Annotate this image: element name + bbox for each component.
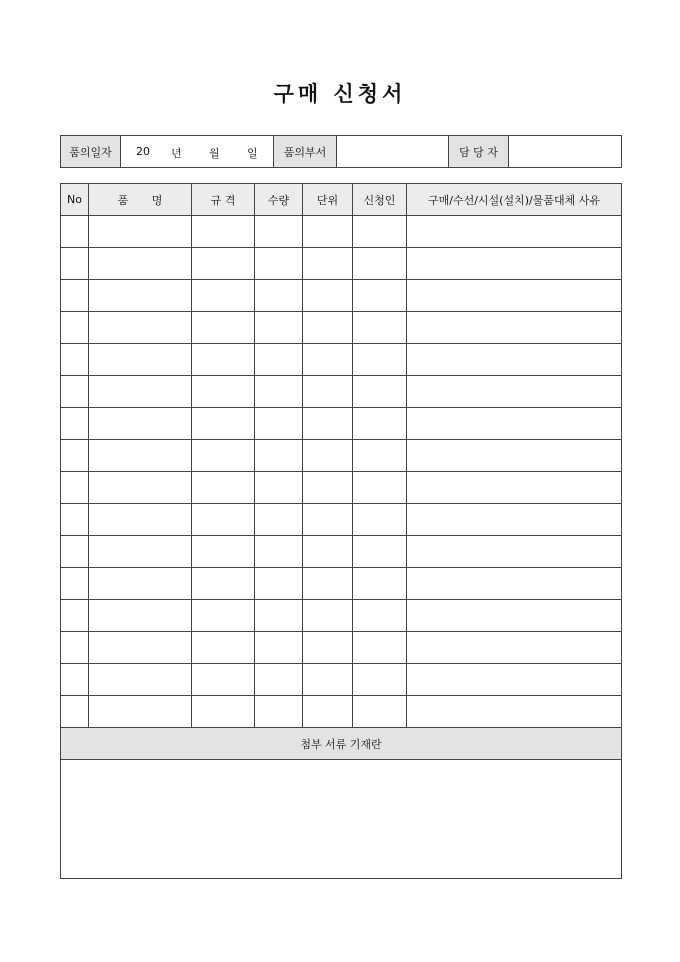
cell-no[interactable] bbox=[61, 280, 89, 312]
cell-applicant[interactable] bbox=[353, 696, 407, 728]
cell-spec[interactable] bbox=[192, 280, 255, 312]
table-row bbox=[61, 312, 622, 344]
cell-no[interactable] bbox=[61, 248, 89, 280]
item-rows bbox=[61, 216, 622, 728]
cell-quantity[interactable] bbox=[255, 696, 303, 728]
cell-reason[interactable] bbox=[407, 504, 622, 536]
header-unit: 단위 bbox=[303, 184, 353, 216]
cell-unit[interactable] bbox=[303, 344, 353, 376]
cell-quantity[interactable] bbox=[255, 472, 303, 504]
cell-spec[interactable] bbox=[192, 408, 255, 440]
cell-applicant[interactable] bbox=[353, 440, 407, 472]
cell-no[interactable] bbox=[61, 632, 89, 664]
cell-applicant[interactable] bbox=[353, 504, 407, 536]
cell-spec[interactable] bbox=[192, 568, 255, 600]
cell-item-name[interactable] bbox=[89, 440, 192, 472]
cell-no[interactable] bbox=[61, 504, 89, 536]
table-row bbox=[61, 280, 622, 312]
cell-spec[interactable] bbox=[192, 600, 255, 632]
cell-item-name[interactable] bbox=[89, 408, 192, 440]
cell-applicant[interactable] bbox=[353, 632, 407, 664]
cell-unit[interactable] bbox=[303, 472, 353, 504]
table-row bbox=[61, 504, 622, 536]
cell-reason[interactable] bbox=[407, 536, 622, 568]
cell-spec[interactable] bbox=[192, 440, 255, 472]
cell-quantity[interactable] bbox=[255, 632, 303, 664]
cell-reason[interactable] bbox=[407, 440, 622, 472]
cell-no[interactable] bbox=[61, 312, 89, 344]
cell-item-name[interactable] bbox=[89, 568, 192, 600]
attachment-header: 첨부 서류 기재란 bbox=[61, 728, 622, 760]
table-row bbox=[61, 536, 622, 568]
cell-spec[interactable] bbox=[192, 664, 255, 696]
items-table-header bbox=[61, 184, 622, 216]
cell-applicant[interactable] bbox=[353, 280, 407, 312]
cell-reason[interactable] bbox=[407, 632, 622, 664]
cell-quantity[interactable] bbox=[255, 568, 303, 600]
table-row bbox=[61, 376, 622, 408]
cell-quantity[interactable] bbox=[255, 248, 303, 280]
cell-applicant[interactable] bbox=[353, 600, 407, 632]
cell-quantity[interactable] bbox=[255, 376, 303, 408]
cell-reason[interactable] bbox=[407, 344, 622, 376]
cell-applicant[interactable] bbox=[353, 216, 407, 248]
cell-unit[interactable] bbox=[303, 504, 353, 536]
cell-item-name[interactable] bbox=[89, 376, 192, 408]
cell-no[interactable] bbox=[61, 472, 89, 504]
cell-no[interactable] bbox=[61, 344, 89, 376]
cell-no[interactable] bbox=[61, 376, 89, 408]
cell-unit[interactable] bbox=[303, 216, 353, 248]
request-info-table bbox=[60, 135, 622, 168]
cell-unit[interactable] bbox=[303, 376, 353, 408]
cell-item-name[interactable] bbox=[89, 248, 192, 280]
cell-applicant[interactable] bbox=[353, 248, 407, 280]
cell-unit[interactable] bbox=[303, 600, 353, 632]
cell-reason[interactable] bbox=[407, 280, 622, 312]
items-table bbox=[60, 183, 622, 879]
cell-spec[interactable] bbox=[192, 536, 255, 568]
cell-applicant[interactable] bbox=[353, 408, 407, 440]
cell-spec[interactable] bbox=[192, 472, 255, 504]
cell-item-name[interactable] bbox=[89, 504, 192, 536]
header-spec: 규 격 bbox=[192, 184, 255, 216]
cell-spec[interactable] bbox=[192, 312, 255, 344]
cell-item-name[interactable] bbox=[89, 312, 192, 344]
cell-quantity[interactable] bbox=[255, 408, 303, 440]
request-department-field[interactable] bbox=[337, 136, 449, 168]
header-reason: 구매/수선/시설(설치)/물품대체 사유 bbox=[407, 184, 622, 216]
cell-quantity[interactable] bbox=[255, 280, 303, 312]
cell-spec[interactable] bbox=[192, 216, 255, 248]
cell-spec[interactable] bbox=[192, 632, 255, 664]
cell-item-name[interactable] bbox=[89, 280, 192, 312]
cell-reason[interactable] bbox=[407, 216, 622, 248]
cell-quantity[interactable] bbox=[255, 600, 303, 632]
cell-no[interactable] bbox=[61, 408, 89, 440]
cell-reason[interactable] bbox=[407, 664, 622, 696]
label-request-department: 품의부서 bbox=[274, 136, 337, 168]
cell-item-name[interactable] bbox=[89, 696, 192, 728]
table-row bbox=[61, 344, 622, 376]
cell-reason[interactable] bbox=[407, 312, 622, 344]
cell-unit[interactable] bbox=[303, 408, 353, 440]
cell-unit[interactable] bbox=[303, 248, 353, 280]
cell-unit[interactable] bbox=[303, 312, 353, 344]
cell-reason[interactable] bbox=[407, 408, 622, 440]
person-in-charge-field[interactable] bbox=[509, 136, 622, 168]
cell-no[interactable] bbox=[61, 600, 89, 632]
table-row bbox=[61, 696, 622, 728]
header-quantity: 수량 bbox=[255, 184, 303, 216]
document-title: 구매 신청서 bbox=[273, 81, 407, 106]
cell-unit[interactable] bbox=[303, 696, 353, 728]
cell-unit[interactable] bbox=[303, 280, 353, 312]
cell-unit[interactable] bbox=[303, 664, 353, 696]
cell-quantity[interactable] bbox=[255, 312, 303, 344]
cell-applicant[interactable] bbox=[353, 664, 407, 696]
cell-quantity[interactable] bbox=[255, 440, 303, 472]
cell-spec[interactable] bbox=[192, 504, 255, 536]
table-row bbox=[61, 568, 622, 600]
cell-no[interactable] bbox=[61, 440, 89, 472]
cell-item-name[interactable] bbox=[89, 600, 192, 632]
label-request-date: 품의일자 bbox=[61, 136, 121, 168]
cell-spec[interactable] bbox=[192, 696, 255, 728]
cell-spec[interactable] bbox=[192, 248, 255, 280]
header-no: No bbox=[61, 184, 89, 216]
table-row bbox=[61, 248, 622, 280]
cell-no[interactable] bbox=[61, 696, 89, 728]
cell-applicant[interactable] bbox=[353, 312, 407, 344]
table-row bbox=[61, 632, 622, 664]
day-unit: 일 bbox=[247, 147, 258, 160]
table-row bbox=[61, 440, 622, 472]
cell-item-name[interactable] bbox=[89, 344, 192, 376]
cell-reason[interactable] bbox=[407, 568, 622, 600]
cell-spec[interactable] bbox=[192, 376, 255, 408]
cell-no[interactable] bbox=[61, 664, 89, 696]
header-applicant: 신청인 bbox=[353, 184, 407, 216]
cell-no[interactable] bbox=[61, 568, 89, 600]
cell-applicant[interactable] bbox=[353, 536, 407, 568]
cell-quantity[interactable] bbox=[255, 536, 303, 568]
cell-applicant[interactable] bbox=[353, 344, 407, 376]
attachment-field[interactable] bbox=[61, 760, 622, 879]
table-row bbox=[61, 216, 622, 248]
request-date-field[interactable] bbox=[121, 136, 274, 168]
cell-no[interactable] bbox=[61, 536, 89, 568]
cell-applicant[interactable] bbox=[353, 472, 407, 504]
cell-item-name[interactable] bbox=[89, 472, 192, 504]
cell-quantity[interactable] bbox=[255, 216, 303, 248]
table-row bbox=[61, 408, 622, 440]
table-row bbox=[61, 600, 622, 632]
year-unit: 년 bbox=[171, 147, 182, 160]
cell-unit[interactable] bbox=[303, 568, 353, 600]
cell-unit[interactable] bbox=[303, 632, 353, 664]
cell-applicant[interactable] bbox=[353, 568, 407, 600]
cell-reason[interactable] bbox=[407, 472, 622, 504]
cell-no[interactable] bbox=[61, 216, 89, 248]
cell-quantity[interactable] bbox=[255, 344, 303, 376]
cell-applicant[interactable] bbox=[353, 376, 407, 408]
cell-unit[interactable] bbox=[303, 440, 353, 472]
header-item-name: 품 명 bbox=[89, 184, 192, 216]
cell-quantity[interactable] bbox=[255, 504, 303, 536]
cell-item-name[interactable] bbox=[89, 216, 192, 248]
cell-item-name[interactable] bbox=[89, 632, 192, 664]
cell-spec[interactable] bbox=[192, 344, 255, 376]
cell-reason[interactable] bbox=[407, 376, 622, 408]
table-row bbox=[61, 664, 622, 696]
cell-reason[interactable] bbox=[407, 248, 622, 280]
month-unit: 월 bbox=[209, 147, 220, 160]
table-row bbox=[61, 472, 622, 504]
cell-reason[interactable] bbox=[407, 696, 622, 728]
label-person-in-charge: 담 당 자 bbox=[449, 136, 509, 168]
cell-reason[interactable] bbox=[407, 600, 622, 632]
cell-unit[interactable] bbox=[303, 536, 353, 568]
cell-quantity[interactable] bbox=[255, 664, 303, 696]
year-prefix: 20 bbox=[136, 145, 150, 158]
cell-item-name[interactable] bbox=[89, 536, 192, 568]
cell-item-name[interactable] bbox=[89, 664, 192, 696]
